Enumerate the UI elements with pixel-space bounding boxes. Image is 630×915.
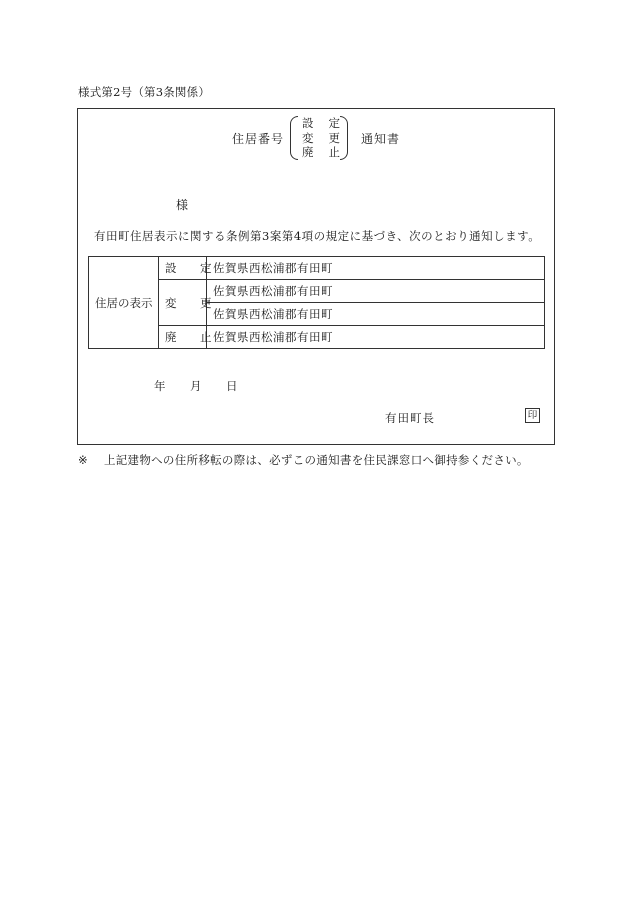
left-brace xyxy=(290,116,298,160)
row-kind: 設 定 xyxy=(159,257,207,280)
address-table xyxy=(88,256,545,349)
right-brace xyxy=(340,116,348,160)
title-option-change: 変 更 xyxy=(302,130,340,145)
row-kind: 廃 止 xyxy=(159,326,207,349)
row-address: 佐賀県西松浦郡有田町 xyxy=(207,280,545,303)
date-day: 日 xyxy=(226,379,238,393)
row-address: 佐賀県西松浦郡有田町 xyxy=(207,303,545,326)
row-address: 佐賀県西松浦郡有田町 xyxy=(207,257,545,280)
address-header: 住居の表示 xyxy=(89,257,159,349)
issuer-title: 有田町長 xyxy=(385,411,435,425)
row-address: 佐賀県西松浦郡有田町 xyxy=(207,326,545,349)
recipient-honorific: 様 xyxy=(176,198,189,212)
seal-mark: 印 xyxy=(525,408,540,423)
title-prefix: 住居番号 xyxy=(232,132,285,146)
note-text: 上記建物への住所移転の際は、必ずこの通知書を住民課窓口へ御持参ください。 xyxy=(103,453,529,467)
table-row xyxy=(89,257,545,280)
form-number-label: 様式第2号（第3条関係） xyxy=(78,85,211,99)
title-suffix: 通知書 xyxy=(361,132,401,146)
row-kind: 変 更 xyxy=(159,280,207,326)
note-mark: ※ xyxy=(78,453,88,467)
title-option-abolish: 廃 止 xyxy=(302,145,340,159)
title-option-set: 設 定 xyxy=(302,116,340,130)
date-month: 月 xyxy=(190,379,202,393)
lead-text: 有田町住居表示に関する条例第3案第4項の規定に基づき、次のとおり通知します。 xyxy=(94,229,541,243)
date-year: 年 xyxy=(154,379,166,393)
footnote xyxy=(78,452,529,468)
